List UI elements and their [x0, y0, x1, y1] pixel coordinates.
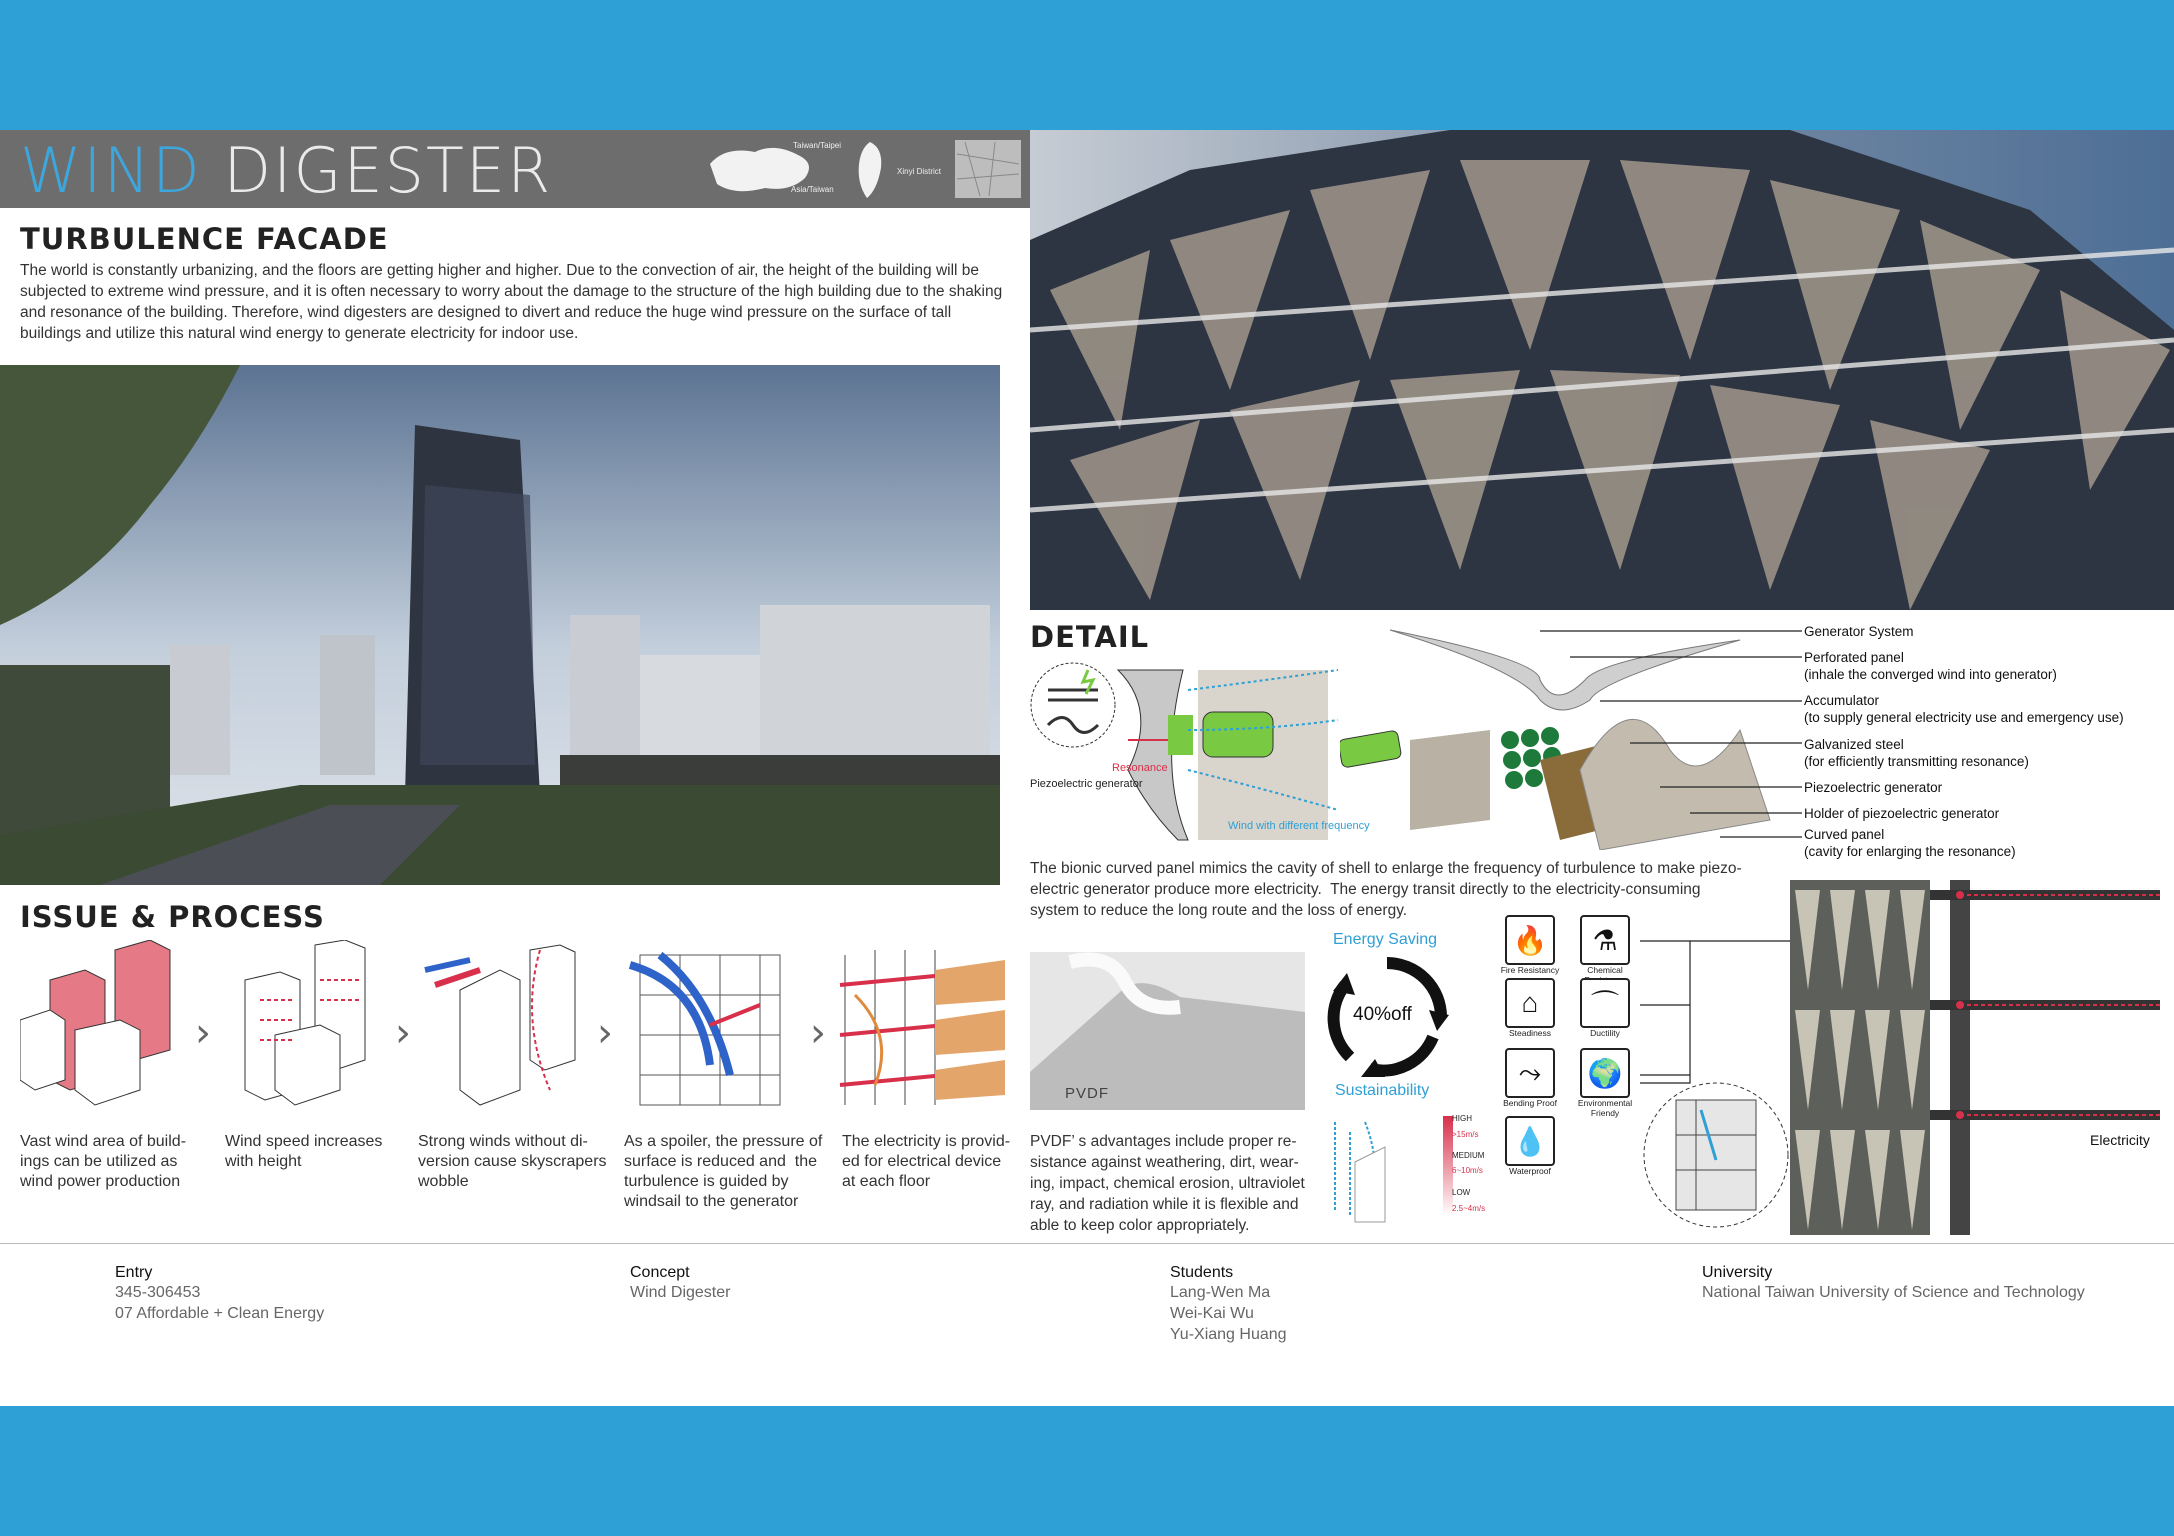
- bend-icon: ⌒: [1580, 978, 1630, 1028]
- wind-frequency-label: Wind with different frequency: [1228, 820, 1370, 832]
- top-band: [0, 0, 2174, 130]
- process-diagram-2: [225, 940, 385, 1110]
- house-icon: ⌂: [1505, 978, 1555, 1028]
- facade-section-image: [1790, 880, 2174, 1235]
- map-label-asia: Asia/Taiwan: [791, 185, 834, 194]
- fire-icon: 🔥: [1505, 915, 1555, 965]
- part-label-accumulator: Accumulator (to supply general electricity use and emergency use): [1804, 693, 2124, 725]
- part-label-generator-system: Generator System: [1804, 624, 1914, 639]
- bending-icon: ⤳: [1505, 1048, 1555, 1098]
- process-arrow-4: ›: [810, 1010, 826, 1056]
- sustainability-label: Sustainability: [1335, 1082, 1430, 1099]
- part-label-curved-panel: Curved panel (cavity for enlarging the resonance): [1804, 827, 2016, 859]
- globe-icon: 🌍: [1580, 1048, 1630, 1098]
- property-waterproof: 💧 Waterproof: [1505, 1116, 1565, 1176]
- process-caption-4: As a spoiler, the pressure of surface is reduced and the turbulence is guided by windsail to the generator: [624, 1133, 823, 1210]
- process-caption-3: Strong winds without di- version cause skyscrapers wobble: [418, 1133, 607, 1190]
- wind-scale-low-val: 2.5~4m/s: [1452, 1204, 1486, 1213]
- flask-icon: ⚗: [1580, 915, 1630, 965]
- process-caption-1: Vast wind area of build- ings can be utilized as wind power production: [20, 1133, 187, 1190]
- energy-percent: 40%off: [1353, 1004, 1412, 1025]
- wind-scale-high-val: >15m/s: [1452, 1130, 1479, 1139]
- wind-scale-low: LOW: [1452, 1188, 1471, 1197]
- process-diagram-5: [835, 945, 1015, 1110]
- electricity-label: Electricity: [2090, 1132, 2150, 1148]
- process-caption-5: The electricity is provid- ed for electrical device at each floor: [842, 1133, 1011, 1190]
- wind-scale-medium: MEDIUM: [1452, 1151, 1485, 1160]
- xinyi-map-box: [955, 140, 1021, 198]
- issue-heading: ISSUE & PROCESS: [20, 900, 325, 934]
- facade-closeup-image: [1030, 130, 2174, 610]
- street-render-image: [0, 365, 1000, 885]
- turbulence-body: The world is constantly urbanizing, and the floors are getting higher and higher. Due to the convection of air, the height of the building will be subjected to extreme wind pressure, and it is often necessary to worry about the damage to the structure of the high building due to the shaking and resonance of the building. Therefore, wind digesters are designed to divert and reduce the huge wind pressure on the surface of tall buildings and utilize this natural wind energy to generate electricity for indoor use.: [20, 262, 1003, 342]
- resonance-label: Resonance: [1112, 762, 1168, 774]
- process-arrow-2: ›: [395, 1010, 411, 1056]
- property-environment: 🌍 Environmental Friendy: [1580, 1048, 1640, 1118]
- wind-scale-medium-val: 6~10m/s: [1452, 1166, 1483, 1175]
- map-label-xinyi: Xinyi District: [897, 167, 942, 176]
- property-bending: ⤳ Bending Proof: [1505, 1048, 1565, 1108]
- drops-icon: 💧: [1505, 1116, 1555, 1166]
- bottom-band: [0, 1406, 2174, 1536]
- part-label-perforated-panel: Perforated panel (inhale the converged wind into generator): [1804, 650, 2057, 682]
- property-chemical: ⚗ Chemical: [1580, 915, 1640, 985]
- footer-university: University National Taiwan University of Science and Technology: [1702, 1264, 2085, 1301]
- detail-body: The bionic curved panel mimics the cavity of shell to enlarge the frequency of turbulence to make piezo- electric generator produce more electricity. The energy transit directly to the electricity-consuming system to reduce the long route and the loss of energy.: [1030, 860, 1742, 919]
- process-diagram-1: [20, 940, 190, 1110]
- process-diagram-4: [620, 945, 795, 1110]
- part-leader-lines: [1540, 625, 1810, 855]
- process-arrow-1: ›: [195, 1010, 211, 1056]
- energy-saving-label: Energy Saving: [1333, 931, 1438, 948]
- facade-zoom-circle: [1636, 1080, 1796, 1230]
- piezo-label: Piezoelectric generator: [1030, 778, 1143, 790]
- footer-divider: [0, 1243, 2174, 1244]
- part-label-piezo-generator: Piezoelectric generator: [1804, 780, 1943, 795]
- process-arrow-3: ›: [597, 1010, 613, 1056]
- property-steadiness: ⌂ Steadiness: [1505, 978, 1565, 1038]
- footer-concept: Concept Wind Digester: [630, 1264, 731, 1301]
- wind-scale-high: HIGH: [1452, 1114, 1472, 1123]
- part-label-galvanized-steel: Galvanized steel (for efficiently transmitting resonance): [1804, 737, 2029, 769]
- taiwan-map-shape: [859, 142, 882, 198]
- detail-heading: DETAIL: [1030, 620, 1150, 654]
- process-caption-2: Wind speed increases with height: [225, 1133, 383, 1170]
- pvdf-body: PVDF’ s advantages include proper re- sistance against weathering, dirt, wear- ing, impact, chemical erosion, ultraviolet ray, and radiation while it is flexible and able to keep color appropriately.: [1030, 1133, 1305, 1234]
- location-map: [705, 134, 1025, 204]
- page-title: WIND DIGESTER: [20, 134, 553, 207]
- footer-entry: Entry 345-306453 07 Affordable + Clean Energy: [115, 1264, 325, 1322]
- property-ductility: ⌒ Ductility: [1580, 978, 1640, 1038]
- turbulence-heading: TURBULENCE FACADE: [20, 222, 389, 256]
- pvdf-label: PVDF: [1065, 1085, 1110, 1102]
- part-label-holder: Holder of piezoelectric generator: [1804, 806, 2000, 821]
- property-fire: 🔥 Fire Resistancy: [1505, 915, 1565, 975]
- map-label-taipei: Taiwan/Taipei: [793, 141, 842, 150]
- footer-students: Students Lang-Wen Ma Wei-Kai Wu Yu-Xiang Huang: [1170, 1264, 1287, 1343]
- process-diagram-3: [420, 940, 590, 1110]
